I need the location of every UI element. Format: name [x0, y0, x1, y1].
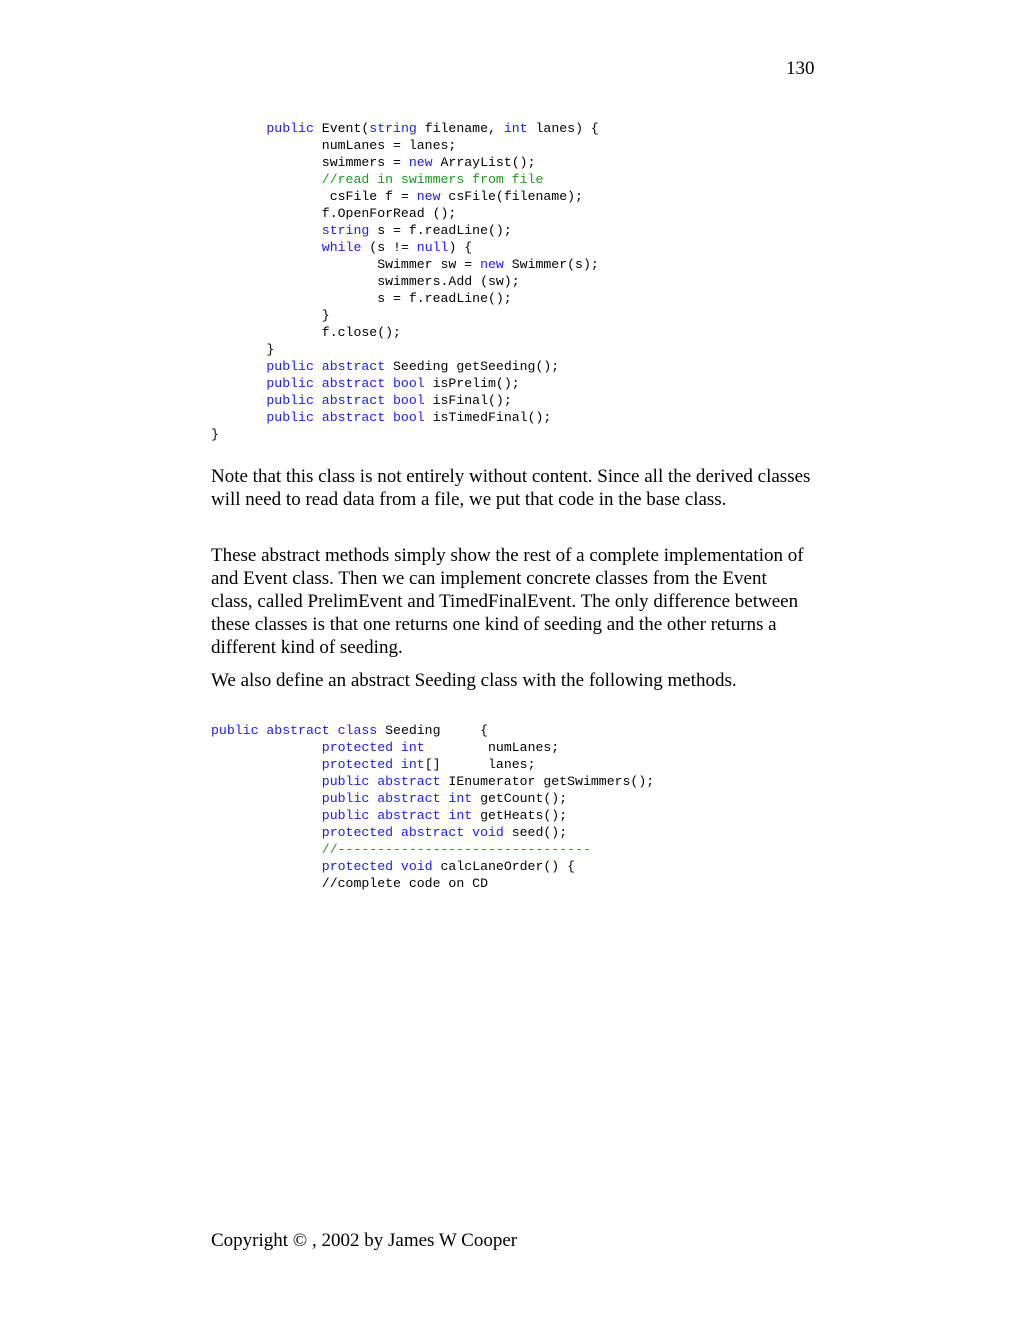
code-line: [211, 739, 654, 756]
code-keyword: int: [503, 121, 528, 136]
code-keyword: protected abstract void: [211, 825, 504, 840]
code-text: Event(: [313, 121, 370, 136]
code-line: [211, 392, 599, 409]
code-listing-event-class: [211, 120, 599, 443]
paragraph-base-class-note: Note that this class is not entirely without content. Since all the derived classes will need to read data from a file, we put that code in the base class.: [211, 466, 811, 510]
code-text: calcLaneOrder() {: [432, 859, 576, 874]
code-keyword: public abstract int: [211, 791, 473, 806]
code-line: [211, 171, 599, 188]
code-text: seed();: [503, 825, 568, 840]
code-comment: //--------------------------------: [211, 842, 591, 857]
code-text: s = f.readLine();: [369, 223, 512, 238]
code-text: csFile f =: [211, 189, 417, 204]
code-line: [211, 120, 599, 137]
code-keyword: protected int: [211, 740, 425, 755]
code-keyword: protected void: [211, 859, 433, 874]
code-text: Swimmer sw =: [211, 257, 481, 272]
code-line: [211, 341, 599, 358]
code-text: IEnumerator getSwimmers();: [440, 774, 655, 789]
code-line: [211, 188, 599, 205]
code-text: isFinal();: [424, 393, 512, 408]
code-line: [211, 307, 599, 324]
code-line: [211, 239, 599, 256]
code-text: [] lanes;: [424, 757, 536, 772]
code-line: [211, 358, 599, 375]
code-line: [211, 722, 654, 739]
code-keyword: string: [369, 121, 417, 136]
code-keyword: new: [480, 257, 504, 272]
code-line: [211, 290, 599, 307]
code-keyword: string: [211, 223, 370, 238]
code-comment: //read in swimmers from file: [211, 172, 544, 187]
code-text: (s !=: [361, 240, 417, 255]
code-listing-seeding-class: [211, 722, 654, 892]
code-keyword: public abstract class: [211, 723, 378, 738]
code-line: [211, 756, 654, 773]
code-text: f.OpenForRead ();: [211, 206, 457, 221]
code-text: Swimmer(s);: [503, 257, 599, 272]
code-keyword: public abstract bool: [211, 393, 425, 408]
code-text: isPrelim();: [424, 376, 520, 391]
code-text: ArrayList();: [432, 155, 536, 170]
code-keyword: public abstract bool: [211, 376, 425, 391]
code-keyword: null: [416, 240, 449, 255]
code-text: swimmers =: [211, 155, 409, 170]
code-line: [211, 222, 599, 239]
paragraph-seeding-intro: We also define an abstract Seeding class with the following methods.: [211, 670, 737, 691]
code-text: }: [211, 342, 275, 357]
code-keyword: protected int: [211, 757, 425, 772]
code-line: [211, 375, 599, 392]
code-line: [211, 773, 654, 790]
code-text: }: [211, 427, 219, 442]
code-line: [211, 841, 654, 858]
code-line: [211, 409, 599, 426]
code-keyword: public abstract bool: [211, 410, 425, 425]
code-keyword: new: [408, 155, 433, 170]
code-text: csFile(filename);: [440, 189, 583, 204]
code-text: isTimedFinal();: [424, 410, 552, 425]
code-text: //complete code on CD: [211, 876, 488, 891]
code-text: f.close();: [211, 325, 401, 340]
code-line: [211, 858, 654, 875]
code-text: Seeding {: [377, 723, 488, 738]
code-line: [211, 824, 654, 841]
copyright-footer: Copyright © , 2002 by James W Cooper: [211, 1230, 518, 1251]
code-text: s = f.readLine();: [211, 291, 512, 306]
code-line: [211, 807, 654, 824]
code-line: [211, 137, 599, 154]
code-text: getHeats();: [472, 808, 568, 823]
code-line: [211, 256, 599, 273]
code-line: [211, 875, 654, 892]
code-keyword: public abstract int: [211, 808, 473, 823]
paragraph-abstract-methods: These abstract methods simply show the rest of a complete implementation of and Event class. Then we can implement concrete classes from the Event class, called PrelimEvent and TimedFinalEvent. The only difference between these classes is that one returns one kind of seeding and the other returns a different kind of seeding.: [211, 545, 804, 658]
code-text: getCount();: [472, 791, 568, 806]
code-text: filename,: [416, 121, 504, 136]
code-text: swimmers.Add (sw);: [211, 274, 520, 289]
code-text: Seeding getSeeding();: [385, 359, 560, 374]
code-keyword: public abstract: [211, 774, 441, 789]
code-text: numLanes = lanes;: [211, 138, 457, 153]
code-keyword: new: [416, 189, 441, 204]
page-number: 130: [786, 58, 815, 79]
code-text: lanes) {: [527, 121, 599, 136]
code-keyword: public abstract: [211, 359, 386, 374]
code-text: numLanes;: [424, 740, 560, 755]
code-keyword: public: [211, 121, 314, 136]
code-line: [211, 273, 599, 290]
code-line: [211, 426, 599, 443]
code-line: [211, 205, 599, 222]
code-text: }: [211, 308, 330, 323]
code-line: [211, 790, 654, 807]
code-line: [211, 324, 599, 341]
code-text: ) {: [448, 240, 473, 255]
code-line: [211, 154, 599, 171]
code-keyword: while: [211, 240, 362, 255]
